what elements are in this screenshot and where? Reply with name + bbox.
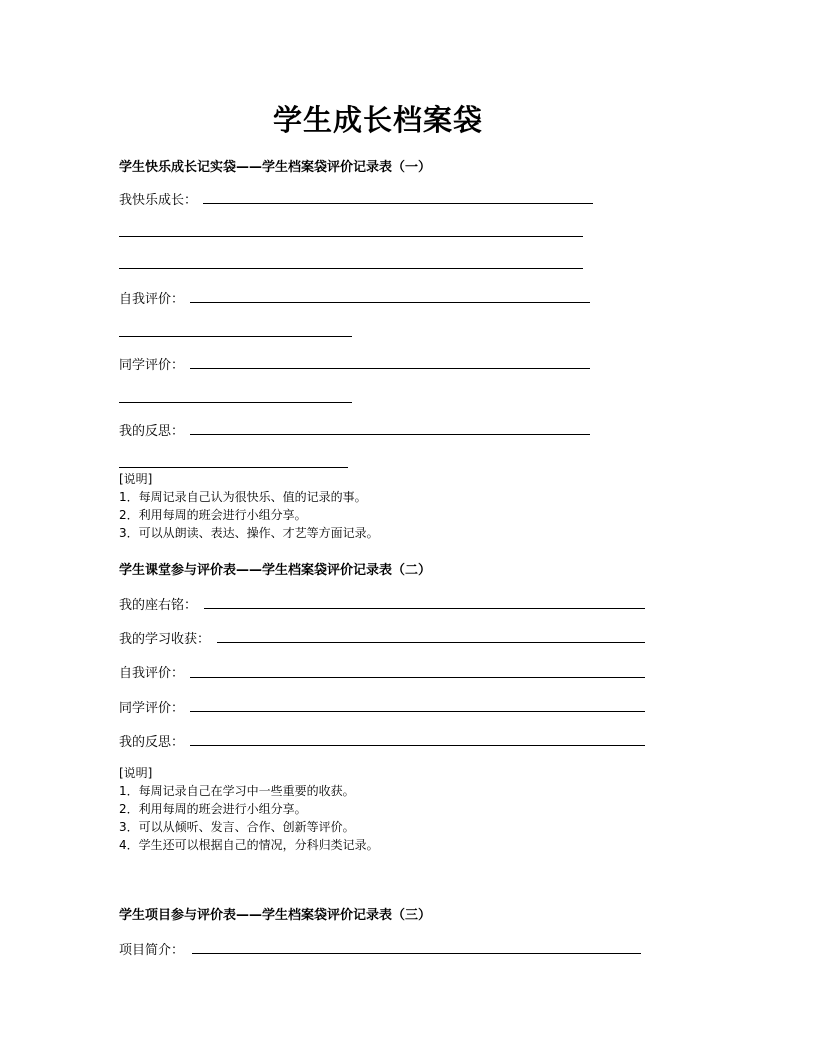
growth-line-2[interactable] bbox=[119, 236, 583, 237]
notes-2-item-1: 1．每周记录自己在学习中一些重要的收获。 bbox=[119, 784, 355, 798]
self-eval-label-2: 自我评价： bbox=[119, 666, 185, 681]
self-eval-line-1b[interactable] bbox=[119, 336, 352, 337]
notes-2-item-4: 4．学生还可以根据自己的情况，分科归类记录。 bbox=[119, 838, 379, 852]
project-intro-line[interactable] bbox=[192, 953, 641, 954]
section-1-heading: 学生快乐成长记实袋——学生档案袋评价记录表（一） bbox=[119, 160, 432, 175]
notes-1-item-2: 2．利用每周的班会进行小组分享。 bbox=[119, 508, 307, 522]
notes-2-item-3: 3．可以从倾听、发言、合作、创新等评价。 bbox=[119, 820, 355, 834]
growth-label: 我快乐成长： bbox=[119, 193, 198, 208]
peer-eval-label-2: 同学评价： bbox=[119, 701, 185, 716]
notes-1-item-3: 3．可以从朗读、表达、操作、才艺等方面记录。 bbox=[119, 526, 379, 540]
reflection-label-1: 我的反思： bbox=[119, 424, 185, 439]
reflection-line-1a[interactable] bbox=[190, 434, 590, 435]
notes-2 bbox=[119, 764, 379, 854]
reflection-line-2[interactable] bbox=[190, 745, 645, 746]
gains-line[interactable] bbox=[217, 642, 645, 643]
self-eval-line-1a[interactable] bbox=[190, 302, 590, 303]
growth-line-1[interactable] bbox=[203, 203, 593, 204]
notes-2-item-2: 2．利用每周的班会进行小组分享。 bbox=[119, 802, 307, 816]
growth-line-3[interactable] bbox=[119, 268, 583, 269]
peer-eval-line-2[interactable] bbox=[190, 711, 645, 712]
self-eval-line-2[interactable] bbox=[190, 677, 645, 678]
peer-eval-line-1b[interactable] bbox=[119, 402, 352, 403]
section-2-heading: 学生课堂参与评价表——学生档案袋评价记录表（二） bbox=[119, 563, 432, 578]
peer-eval-label-1: 同学评价： bbox=[119, 358, 185, 373]
notes-1-title: [说明] bbox=[119, 472, 153, 486]
project-intro-label: 项目简介： bbox=[119, 943, 185, 958]
reflection-label-2: 我的反思： bbox=[119, 735, 185, 750]
gains-label: 我的学习收获： bbox=[119, 632, 211, 647]
notes-1 bbox=[119, 470, 379, 542]
self-eval-label-1: 自我评价： bbox=[119, 292, 185, 307]
motto-line[interactable] bbox=[204, 608, 645, 609]
page-title: 学生成长档案袋 bbox=[272, 103, 483, 137]
notes-2-title: [说明] bbox=[119, 766, 153, 780]
section-3-heading: 学生项目参与评价表——学生档案袋评价记录表（三） bbox=[119, 908, 432, 923]
peer-eval-line-1a[interactable] bbox=[190, 368, 590, 369]
reflection-line-1b[interactable] bbox=[119, 467, 348, 468]
notes-1-item-1: 1．每周记录自己认为很快乐、值的记录的事。 bbox=[119, 490, 367, 504]
motto-label: 我的座右铭： bbox=[119, 598, 198, 613]
